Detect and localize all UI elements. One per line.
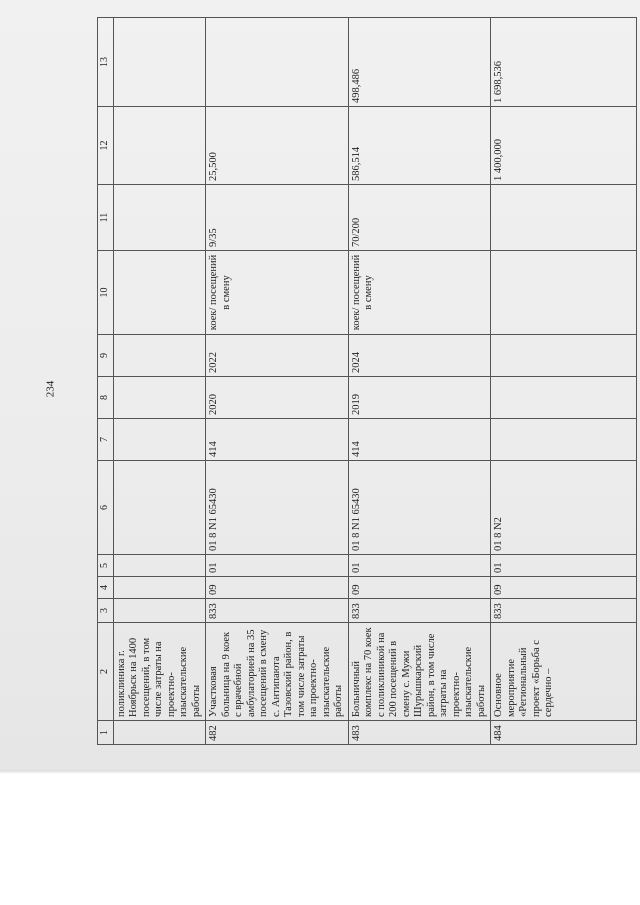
cell-col8: 2020 bbox=[206, 377, 349, 419]
table-row bbox=[113, 18, 206, 745]
cell-col5: 01 bbox=[491, 555, 637, 577]
cell-col13: 498,486 bbox=[348, 18, 491, 107]
cell-number: 483 bbox=[348, 721, 491, 745]
cell-col9 bbox=[113, 335, 206, 377]
cell-col4: 09 bbox=[206, 577, 349, 599]
cell-number: 482 bbox=[206, 721, 349, 745]
header-cell: 12 bbox=[98, 107, 114, 185]
cell-col7: 414 bbox=[206, 419, 349, 461]
header-row bbox=[98, 18, 114, 745]
header-cell: 13 bbox=[98, 18, 114, 107]
header-cell: 1 bbox=[98, 721, 114, 745]
cell-col11 bbox=[491, 185, 637, 251]
cell-col9: 2024 bbox=[348, 335, 491, 377]
cell-col10 bbox=[113, 251, 206, 335]
cell-name: Больничный комплекс на 70 коек с поликлиникой на 200 посещений в смену с. Мужи Шурышкарский район, в том числе затраты на проектно-изыскательские работы bbox=[348, 623, 491, 721]
cell-name: поликлиника г. Ноябрьск на 1400 посещений, в том числе затраты на проектно-изыскательские работы bbox=[113, 623, 206, 721]
cell-name: Участковая больница на 9 коек с врачебной амбулаторией на 35 посещений в смену с. Антипаюта Тазовский район, в том числе затраты на проектно-изыскательские работы bbox=[206, 623, 349, 721]
cell-col3: 833 bbox=[491, 599, 637, 623]
cell-col10: коек/ посещений в смену bbox=[348, 251, 491, 335]
header-cell: 5 bbox=[98, 555, 114, 577]
header-cell: 4 bbox=[98, 577, 114, 599]
header-cell: 11 bbox=[98, 185, 114, 251]
header-cell: 10 bbox=[98, 251, 114, 335]
cell-col13 bbox=[113, 18, 206, 107]
cell-col7 bbox=[491, 419, 637, 461]
cell-col13 bbox=[206, 18, 349, 107]
cell-col8 bbox=[113, 377, 206, 419]
cell-col5: 01 bbox=[348, 555, 491, 577]
header-cell: 8 bbox=[98, 377, 114, 419]
cell-col12: 586,514 bbox=[348, 107, 491, 185]
cell-col6 bbox=[113, 461, 206, 555]
table-row bbox=[348, 18, 491, 745]
scan-edge bbox=[0, 770, 640, 774]
table-row bbox=[491, 18, 637, 745]
cell-number: 484 bbox=[491, 721, 637, 745]
cell-name: Основное мероприятие «Региональный проект «Борьба с сердечно – bbox=[491, 623, 637, 721]
header-cell: 6 bbox=[98, 461, 114, 555]
cell-col4 bbox=[113, 577, 206, 599]
header-cell: 3 bbox=[98, 599, 114, 623]
cell-col8: 2019 bbox=[348, 377, 491, 419]
budget-table bbox=[97, 17, 637, 745]
page-number: 234 bbox=[44, 380, 57, 398]
cell-col6: 01 8 N1 65430 bbox=[348, 461, 491, 555]
cell-col13: 1 698,536 bbox=[491, 18, 637, 107]
cell-col6: 01 8 N2 bbox=[491, 461, 637, 555]
cell-col12 bbox=[113, 107, 206, 185]
header-cell: 2 bbox=[98, 623, 114, 721]
cell-col3: 833 bbox=[348, 599, 491, 623]
cell-number bbox=[113, 721, 206, 745]
cell-col11 bbox=[113, 185, 206, 251]
cell-col5 bbox=[113, 555, 206, 577]
cell-col9: 2022 bbox=[206, 335, 349, 377]
header-cell: 7 bbox=[98, 419, 114, 461]
cell-col11: 70/200 bbox=[348, 185, 491, 251]
cell-col10 bbox=[491, 251, 637, 335]
cell-col3 bbox=[113, 599, 206, 623]
rotated-table-container bbox=[97, 38, 622, 745]
cell-col9 bbox=[491, 335, 637, 377]
cell-col7: 414 bbox=[348, 419, 491, 461]
cell-col7 bbox=[113, 419, 206, 461]
table-row bbox=[206, 18, 349, 745]
cell-col4: 09 bbox=[348, 577, 491, 599]
cell-col11: 9/35 bbox=[206, 185, 349, 251]
cell-col3: 833 bbox=[206, 599, 349, 623]
cell-col4: 09 bbox=[491, 577, 637, 599]
cell-col10: коек/ посещений в смену bbox=[206, 251, 349, 335]
cell-col6: 01 8 N1 65430 bbox=[206, 461, 349, 555]
cell-col12: 1 400,000 bbox=[491, 107, 637, 185]
header-cell: 9 bbox=[98, 335, 114, 377]
cell-col8 bbox=[491, 377, 637, 419]
cell-col5: 01 bbox=[206, 555, 349, 577]
cell-col12: 25,500 bbox=[206, 107, 349, 185]
